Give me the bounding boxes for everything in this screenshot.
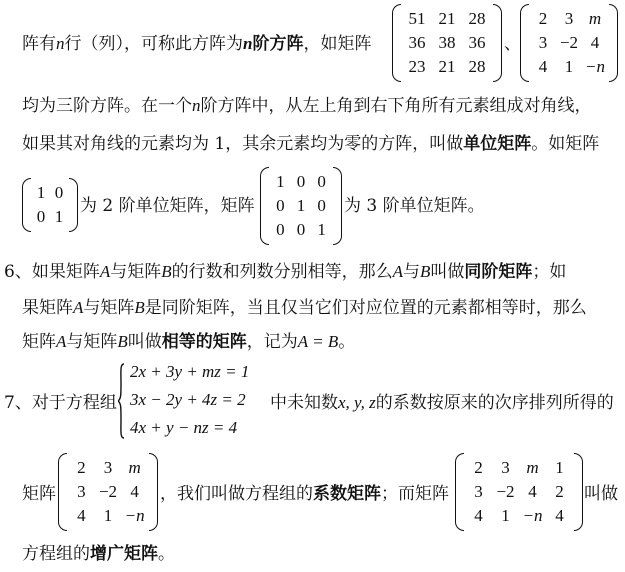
matrix-cell: 4 <box>590 33 600 52</box>
right-paren-icon <box>493 4 502 82</box>
text: 。 <box>158 544 175 564</box>
text: 如果其对角线的元素均为 1，其余元素均为零的方阵，叫做 <box>22 134 464 154</box>
text: 的行数和列数分别相等，那么 <box>171 262 393 282</box>
text: 是同阶矩阵，当且仅当它们对应位置的元素都相等时，那么 <box>144 298 587 318</box>
matrix-cell: 0 <box>36 207 46 226</box>
matrix-cell: 51 <box>408 9 426 28</box>
var-A: A <box>73 298 84 317</box>
text: 叫做 <box>127 332 162 352</box>
item6-line3 <box>22 331 355 353</box>
para1-line4a: 为 2 阶单位矩阵，矩阵 <box>80 196 255 216</box>
matrix-cell: 3 <box>538 33 548 52</box>
matrix-cell: 4 <box>528 482 537 501</box>
identity-matrix-2x2 <box>22 178 78 232</box>
matrix-cell: 4 <box>474 506 483 525</box>
identity-matrix-3x3 <box>260 167 342 245</box>
term-coefficient-matrix: 系数矩阵 <box>313 484 381 504</box>
text: 。如矩阵 <box>531 134 600 154</box>
matrix-cell: 4 <box>77 506 86 525</box>
item6-line2 <box>22 297 587 319</box>
item6-line1 <box>4 261 566 283</box>
matrix-cell: 2 <box>555 482 564 501</box>
text: 与矩阵 <box>83 298 135 318</box>
var-B: B <box>117 332 128 351</box>
matrix-cell: 0 <box>54 183 64 202</box>
matrix-cell: 3 <box>103 458 113 477</box>
matrix-cell: 3 <box>77 482 86 501</box>
matrix-3x3-numeric <box>392 4 502 82</box>
equation-3: 4x + y − nz = 4 <box>130 418 238 437</box>
text: ，如矩阵 <box>303 34 372 54</box>
matrix-cell: 0 <box>276 220 285 239</box>
right-paren-icon <box>574 453 583 531</box>
matrix-cell: 21 <box>438 9 456 28</box>
matrix-cell: 0 <box>317 196 326 215</box>
text: 阵有 <box>22 34 56 54</box>
para1-line3 <box>22 133 599 155</box>
para1-line4b: 为 3 阶单位矩阵。 <box>344 196 485 216</box>
left-brace-icon <box>118 363 124 439</box>
matrix-cell: 1 <box>564 57 574 76</box>
matrix-cell: 4 <box>555 506 564 525</box>
item7-line1a: 7、对于方程组 <box>4 393 117 413</box>
matrix-cell: m <box>128 458 141 477</box>
matrix-cell: 1 <box>317 220 326 239</box>
text: 行（列），可称此方阵为 <box>64 34 243 54</box>
var-B: B <box>134 298 145 317</box>
text: ；而矩阵 <box>381 484 449 504</box>
term-equal-matrices: 相等的矩阵 <box>161 332 247 352</box>
matrix-cell: 1 <box>296 196 306 215</box>
matrix-cell: 28 <box>468 57 486 76</box>
text: 果矩阵 <box>22 298 73 318</box>
left-paren-icon <box>392 4 401 82</box>
var-A: A <box>56 332 67 351</box>
text: 与矩阵 <box>110 262 162 282</box>
bold-var-n: n <box>243 34 253 53</box>
text: 中未知数 <box>270 393 338 413</box>
matrix-cell: 21 <box>438 57 456 76</box>
text: 与 <box>403 262 420 282</box>
equation-A-eq-B: A = B <box>297 332 339 351</box>
text: 均为三阶方阵。在一个 <box>22 96 192 116</box>
matrix-cell: 1 <box>103 506 113 525</box>
matrix-cell: 0 <box>276 196 285 215</box>
item7-line1b <box>270 392 614 414</box>
matrix-cell: 1 <box>54 207 64 226</box>
var-B: B <box>420 262 431 281</box>
matrix-cell: 2 <box>474 458 483 477</box>
text: 与矩阵 <box>66 332 118 352</box>
text: 的系数按原来的次序排列所得的 <box>375 393 614 413</box>
text: 6、如果矩阵 <box>4 262 100 282</box>
para1-line2 <box>22 95 592 117</box>
var-A: A <box>392 262 403 281</box>
left-paren-icon <box>260 167 269 245</box>
text: ；如 <box>532 262 567 282</box>
text: 矩阵 <box>22 332 56 352</box>
left-paren-icon <box>58 453 67 531</box>
matrix-cell: 2 <box>77 458 86 477</box>
equation-1: 2x + 3y + mz = 1 <box>130 362 250 381</box>
matrix-cell: 3 <box>474 482 483 501</box>
left-paren-icon <box>22 178 31 232</box>
var-B: B <box>161 262 172 281</box>
term-augmented-matrix: 增广矩阵 <box>90 544 158 564</box>
item7-line3 <box>22 543 175 565</box>
item7-line2a: 矩阵 <box>22 484 56 504</box>
matrix-cell: 0 <box>296 172 306 191</box>
term-nth-order-square-matrix: 阶方阵 <box>252 34 304 54</box>
item7-line2b <box>160 483 449 505</box>
var-n: n <box>192 96 201 115</box>
matrix-cell: 4 <box>538 57 548 76</box>
term-same-order-matrix: 同阶矩阵 <box>464 262 533 282</box>
matrix-cell: 1 <box>555 458 564 477</box>
text: 方程组的 <box>22 544 90 564</box>
separator: 、 <box>504 34 521 54</box>
matrix-cell: 36 <box>408 33 426 52</box>
matrix-cell: 4 <box>130 482 139 501</box>
text: ，我们叫做方程组的 <box>160 484 313 504</box>
equation-2: 3x − 2y + 4z = 2 <box>130 390 246 409</box>
text: 阶方阵中，从左上角到右下角所有元素组成对角线， <box>200 96 592 116</box>
term-identity-matrix: 单位矩阵 <box>463 134 532 154</box>
matrix-cell: −n <box>522 506 543 525</box>
text: 。 <box>338 332 356 352</box>
right-paren-icon <box>609 4 618 82</box>
matrix-cell: 1 <box>36 183 46 202</box>
matrix-cell: −n <box>585 57 605 76</box>
text: 叫做 <box>430 262 465 282</box>
matrix-cell: 0 <box>296 220 306 239</box>
var-A: A <box>99 262 111 281</box>
matrix-cell: 36 <box>468 33 486 52</box>
left-paren-icon <box>455 453 464 531</box>
text: ，记为 <box>246 332 298 352</box>
coefficient-matrix <box>58 453 158 531</box>
matrix-cell: 0 <box>317 172 326 191</box>
right-paren-icon <box>333 167 342 245</box>
right-paren-icon <box>149 453 158 531</box>
item7-line2d: 叫做 <box>584 484 618 504</box>
matrix-cell: −n <box>124 506 145 525</box>
var-n: n <box>56 34 65 53</box>
matrix-cell: −2 <box>98 482 118 501</box>
right-paren-icon <box>69 178 78 232</box>
left-paren-icon <box>520 4 529 82</box>
matrix-cell: 2 <box>538 9 548 28</box>
matrix-cell: 38 <box>438 33 456 52</box>
matrix-cell: 3 <box>501 458 510 477</box>
vars-xyz: x, y, z <box>338 393 376 412</box>
para1-line1 <box>22 33 371 55</box>
matrix-cell: 3 <box>564 9 574 28</box>
matrix-cell: 1 <box>276 172 285 191</box>
matrix-cell: −2 <box>559 33 579 52</box>
matrix-cell: 1 <box>501 506 510 525</box>
matrix-cell: m <box>588 9 602 28</box>
matrix-3x3-symbolic <box>520 4 618 82</box>
matrix-cell: m <box>526 458 539 477</box>
matrix-cell: 23 <box>408 57 426 76</box>
augmented-matrix <box>455 453 583 531</box>
matrix-cell: −2 <box>496 482 515 501</box>
equation-system <box>118 361 268 443</box>
matrix-cell: 28 <box>468 9 486 28</box>
